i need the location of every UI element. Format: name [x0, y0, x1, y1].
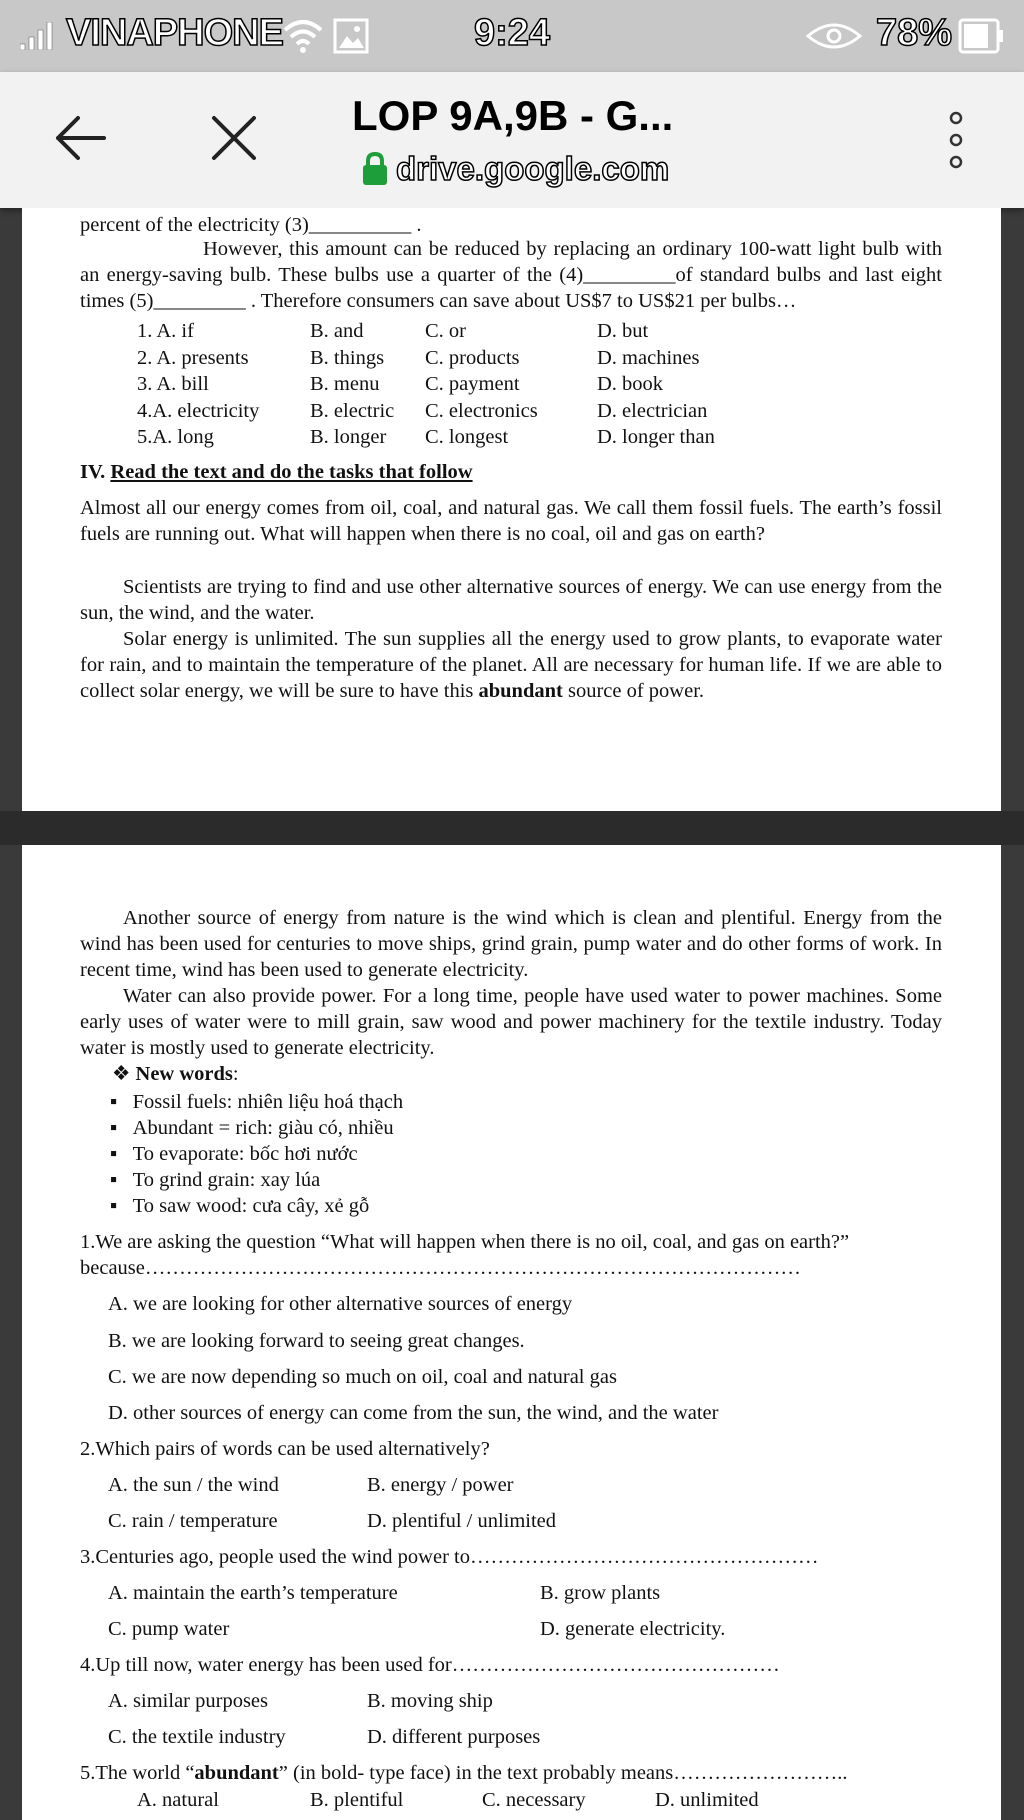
option-d: D. machines [597, 347, 700, 369]
option-c: C. longest [425, 426, 509, 448]
back-arrow-icon[interactable] [48, 106, 112, 170]
q2-option-d: D. plentiful / unlimited [367, 1510, 557, 1532]
page-gap [0, 811, 1024, 845]
bullet-icon: ▪ [110, 1091, 133, 1113]
bullet-icon: ▪ [110, 1117, 133, 1139]
option-a: 1. A. if [137, 320, 194, 342]
new-words-title: New words [135, 1063, 233, 1085]
url-row [362, 150, 669, 188]
text-run: Solar energy is unlimited. The sun supplies all the energy used to grow plants, to evaporate water for rain, and to maintain the temperature of the planet. All are necessary for human life. If we are able to collect solar energy, we will be sure to have this [80, 628, 942, 702]
diamond-bullet-icon: ❖ [112, 1063, 136, 1085]
q2-option-b: B. energy / power [367, 1474, 514, 1496]
q4-option-b: B. moving ship [367, 1690, 493, 1712]
option-c: C. or [425, 320, 466, 342]
close-icon[interactable] [202, 106, 266, 170]
paragraph-solar-energy [80, 626, 942, 704]
lock-icon [362, 152, 388, 186]
image-notification-icon [333, 18, 369, 54]
option-b: B. and [310, 320, 364, 342]
option-b: B. menu [310, 373, 380, 395]
battery-icon [958, 18, 1004, 54]
option-d: D. but [597, 320, 649, 342]
paragraph-however: However, this amount can be reduced by replacing an ordinary 100-watt light bulb with an energy-saving bulb. These bulbs use a quarter of the (4)_________of standard bulbs and last eight times (5)_________ . Therefore consumers can save about US$7 to US$21 per bulbs… [80, 238, 942, 312]
q4-option-c: C. the textile industry [108, 1726, 286, 1748]
q1-option-d: D. other sources of energy can come from the sun, the wind, and the water [108, 1402, 719, 1424]
list-item [110, 1196, 369, 1217]
bold-word: abundant [478, 680, 563, 702]
option-b: B. electric [310, 400, 395, 422]
option-d: D. longer than [597, 426, 715, 448]
option-c: C. electronics [425, 400, 538, 422]
question-4: 4.Up till now, water energy has been used for………………………………………… [80, 1654, 780, 1676]
text-run: 5.The world “ [80, 1762, 195, 1784]
q4-option-d: D. different purposes [367, 1726, 541, 1748]
option-d: D. book [597, 373, 664, 395]
q1-option-a: A. we are looking for other alternative sources of energy [108, 1293, 573, 1315]
paragraph-alternative-sources: Scientists are trying to find and use other alternative sources of energy. We can use energy from the sun, the wind, and the water. [80, 576, 942, 624]
domain-label: drive.google.com [396, 150, 670, 187]
list-item-text: To saw wood: cưa cây, xẻ gỗ [132, 1195, 370, 1217]
question-3: 3.Centuries ago, people used the wind power to…………………………………………… [80, 1546, 819, 1568]
browser-toolbar [0, 72, 1024, 208]
list-item-text: To evaporate: bốc hơi nước [132, 1143, 358, 1165]
option-d: D. electrician [597, 400, 708, 422]
q1-option-b: B. we are looking forward to seeing great changes. [108, 1330, 525, 1352]
list-item [110, 1144, 358, 1165]
list-item [110, 1170, 320, 1191]
section-heading [80, 462, 473, 483]
paragraph-water-energy: Water can also provide power. For a long time, people have used water to power machines. Some early uses of water were to mill grain, saw wood and power machinery for the textile industry. Today water is mostly used to generate electricity. [80, 985, 942, 1059]
q5-option-b: B. plentiful [310, 1789, 404, 1811]
document-title: LOP 9A,9B - G... [352, 92, 674, 139]
list-item-text: To grind grain: xay lúa [132, 1169, 321, 1191]
option-a: 5.A. long [137, 426, 214, 448]
question-5 [80, 1763, 848, 1784]
q2-option-c: C. rain / temperature [108, 1510, 278, 1532]
status-bar [0, 0, 1024, 72]
question-2: 2.Which pairs of words can be used alternatively? [80, 1438, 490, 1460]
list-item-text: Abundant = rich: giàu có, nhiều [132, 1117, 394, 1139]
text-line: percent of the electricity (3)__________ . [80, 214, 422, 236]
option-a: 4.A. electricity [137, 400, 260, 422]
wifi-icon [283, 18, 323, 54]
q2-option-a: A. the sun / the wind [108, 1474, 279, 1496]
list-item [110, 1092, 403, 1113]
heading-colon: : [232, 1063, 239, 1085]
bullet-icon: ▪ [110, 1143, 133, 1165]
bold-word: abundant [194, 1762, 279, 1784]
question-1-continued: because…………………………………………………………………………………… [80, 1257, 801, 1279]
battery-percent: 78% [876, 12, 953, 54]
option-a: 3. A. bill [137, 373, 209, 395]
question-1: 1.We are asking the question “What will happen when there is no oil, coal, and gas on earth?” [80, 1231, 850, 1253]
q1-option-c: C. we are now depending so much on oil, coal and natural gas [108, 1366, 617, 1388]
bullet-icon: ▪ [110, 1195, 133, 1217]
clock-time: 9:24 [474, 12, 551, 54]
q5-option-a: A. natural [137, 1789, 219, 1811]
q3-option-d: D. generate electricity. [540, 1618, 726, 1640]
section-title: Read the text and do the tasks that follow [110, 461, 473, 483]
option-b: B. longer [310, 426, 387, 448]
q3-option-b: B. grow plants [540, 1582, 661, 1604]
option-c: C. products [425, 347, 520, 369]
section-number: IV. [80, 461, 106, 483]
bullet-icon: ▪ [110, 1169, 133, 1191]
option-a: 2. A. presents [137, 347, 249, 369]
carrier-name: VINAPHONE [66, 12, 283, 54]
q3-option-c: C. pump water [108, 1618, 230, 1640]
q3-option-a: A. maintain the earth’s temperature [108, 1582, 398, 1604]
eye-comfort-icon [806, 22, 862, 50]
paragraph-wind-energy: Another source of energy from nature is the wind which is clean and plentiful. Energy from the wind has been used for centuries to move ships, grind grain, pump water and do other forms of work. In recent time, wind has been used to generate electricity. [80, 907, 942, 981]
document-page-2 [22, 845, 1001, 1820]
document-page-1 [22, 208, 1001, 811]
q5-option-c: C. necessary [482, 1789, 586, 1811]
new-words-heading [112, 1064, 239, 1085]
signal-icon [20, 22, 54, 50]
list-item-text: Fossil fuels: nhiên liệu hoá thạch [132, 1091, 404, 1113]
q5-option-d: D. unlimited [655, 1789, 759, 1811]
option-c: C. payment [425, 373, 520, 395]
more-options-icon[interactable] [944, 110, 968, 170]
option-b: B. things [310, 347, 385, 369]
q4-option-a: A. similar purposes [108, 1690, 268, 1712]
text-run: source of power. [562, 680, 705, 702]
list-item [110, 1118, 394, 1139]
paragraph-fossil-fuels: Almost all our energy comes from oil, coal, and natural gas. We call them fossil fuels. The earth’s fossil fuels are running out. What will happen when there is no coal, oil and gas on earth? [80, 497, 942, 545]
text-run: ” (in bold- type face) in the text probably means…………………….. [278, 1762, 848, 1784]
